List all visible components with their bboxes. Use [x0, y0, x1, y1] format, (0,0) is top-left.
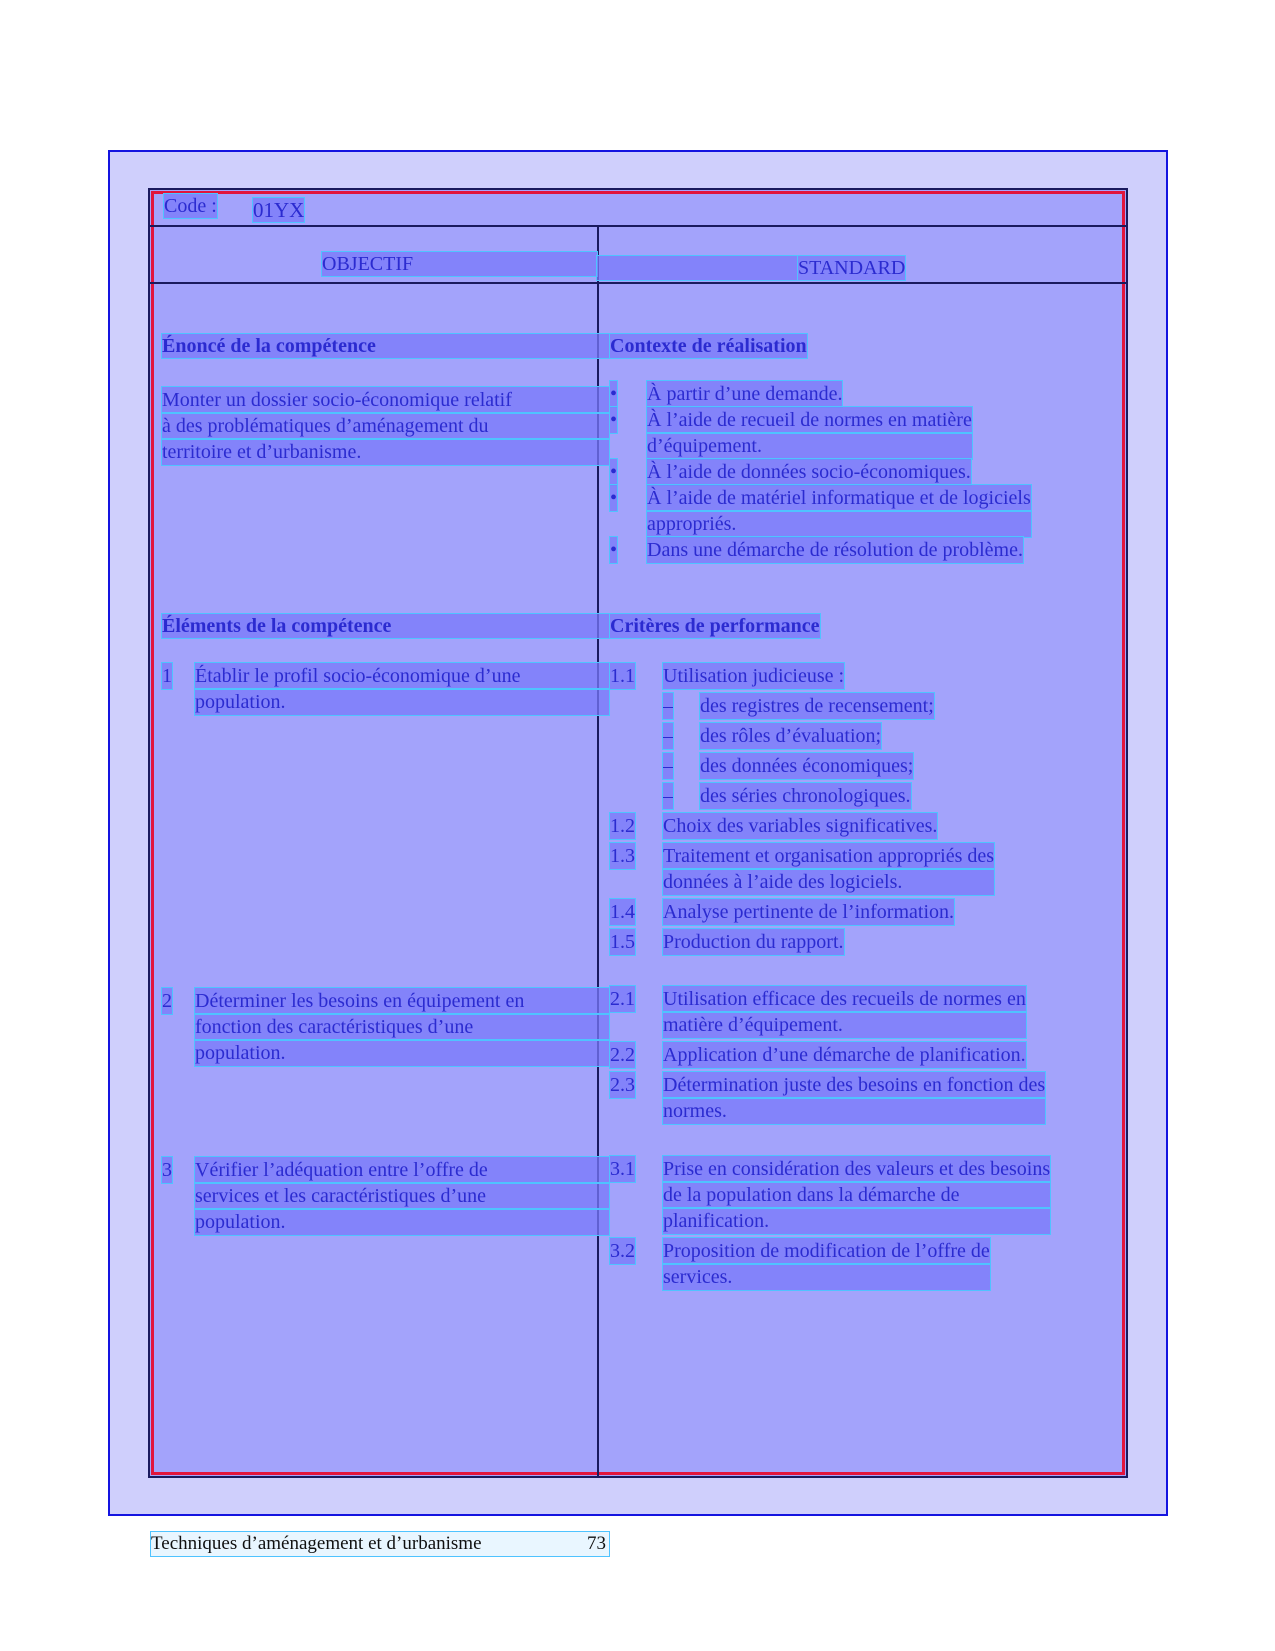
sub-line: des registres de recensement; [700, 695, 934, 717]
row-divider-header [150, 282, 1126, 284]
critere-line: Choix des variables significatives. [663, 815, 938, 837]
critere-line: Production du rapport. [663, 931, 844, 953]
header-gap-bar [597, 256, 797, 280]
contexte-line: À l’aide de recueil de normes en matière [647, 409, 972, 431]
critere-line: planification. [663, 1208, 1050, 1234]
sub-line: des données économiques; [700, 755, 914, 777]
element-number: 1 [162, 665, 172, 687]
contexte-line: À l’aide de données socio-économiques. [647, 461, 971, 483]
row-divider-code [150, 225, 1126, 227]
critere-line: normes. [663, 1098, 1045, 1124]
element-number: 3 [162, 1159, 172, 1181]
critere-line: Prise en considération des valeurs et des besoins [663, 1158, 1051, 1180]
header-objectif: OBJECTIF [322, 252, 597, 276]
critere-number: 2.1 [610, 988, 635, 1010]
code-value: 01YX [253, 198, 305, 222]
footer-title: Techniques d’aménagement et d’urbanisme [151, 1533, 482, 1554]
critere-number: 3.2 [610, 1240, 635, 1262]
element-line: Établir le profil socio-économique d’une [195, 663, 609, 689]
page-footer [151, 1532, 609, 1556]
contexte-line: appropriés. [647, 511, 1031, 537]
critere-number: 1.1 [610, 665, 635, 687]
critere-number: 1.4 [610, 901, 635, 923]
contexte-line: À l’aide de matériel informatique et de logiciels [647, 487, 1031, 509]
critere-line: Utilisation judicieuse : [663, 665, 845, 687]
header-standard: STANDARD [798, 257, 906, 279]
bullet-icon: • [610, 409, 618, 431]
critere-line: services. [663, 1264, 990, 1290]
dash-icon: – [663, 755, 673, 777]
dash-icon: – [663, 785, 673, 807]
critere-number: 1.3 [610, 845, 635, 867]
sub-line: des séries chronologiques. [700, 785, 911, 807]
element-line: fonction des caractéristiques d’une [195, 1014, 609, 1040]
critere-line: matière d’équipement. [663, 1012, 1026, 1038]
bullet-icon: • [610, 539, 618, 561]
contexte-line: À partir d’une demande. [647, 383, 843, 405]
critere-line: Analyse pertinente de l’information. [663, 901, 955, 923]
enonce-line: à des problématiques d’aménagement du [162, 413, 609, 439]
element-line: population. [195, 1040, 609, 1066]
critere-number: 2.2 [610, 1044, 635, 1066]
critere-line: Utilisation efficace des recueils de normes en [663, 988, 1026, 1010]
contexte-heading: Contexte de réalisation [610, 335, 807, 357]
critere-line: Application d’une démarche de planification. [663, 1044, 1026, 1066]
critere-line: de la population dans la démarche de [663, 1182, 1050, 1208]
enonce-line: territoire et d’urbanisme. [162, 439, 609, 465]
enonce-line: Monter un dossier socio-économique relatif [162, 387, 609, 413]
element-line: services et les caractéristiques d’une [195, 1183, 609, 1209]
bullet-icon: • [610, 383, 618, 405]
critere-line: Détermination juste des besoins en fonction des [663, 1074, 1046, 1096]
sub-line: des rôles d’évaluation; [700, 725, 882, 747]
dash-icon: – [663, 725, 673, 747]
bullet-icon: • [610, 487, 618, 509]
element-number: 2 [162, 990, 172, 1012]
elements-heading: Éléments de la compétence [162, 614, 609, 638]
critere-line: Traitement et organisation appropriés des [663, 845, 995, 867]
critere-number: 1.5 [610, 931, 635, 953]
critere-number: 1.2 [610, 815, 635, 837]
element-line: Déterminer les besoins en équipement en [195, 988, 609, 1014]
critere-line: données à l’aide des logiciels. [663, 869, 994, 895]
enonce-heading: Énoncé de la compétence [162, 334, 609, 358]
element-line: population. [195, 689, 609, 715]
code-label: Code : [164, 195, 217, 217]
page-number: 73 [587, 1533, 606, 1554]
critere-number: 2.3 [610, 1074, 635, 1096]
enonce-text [162, 387, 609, 465]
dash-icon: – [663, 695, 673, 717]
critere-number: 3.1 [610, 1158, 635, 1180]
element-line: Vérifier l’adéquation entre l’offre de [195, 1157, 609, 1183]
contexte-line: Dans une démarche de résolution de problème. [647, 539, 1023, 561]
criteres-heading: Critères de performance [610, 615, 820, 637]
critere-line: Proposition de modification de l’offre de [663, 1240, 990, 1262]
element-line: population. [195, 1209, 609, 1235]
bullet-icon: • [610, 461, 618, 483]
contexte-line: d’équipement. [647, 433, 972, 459]
